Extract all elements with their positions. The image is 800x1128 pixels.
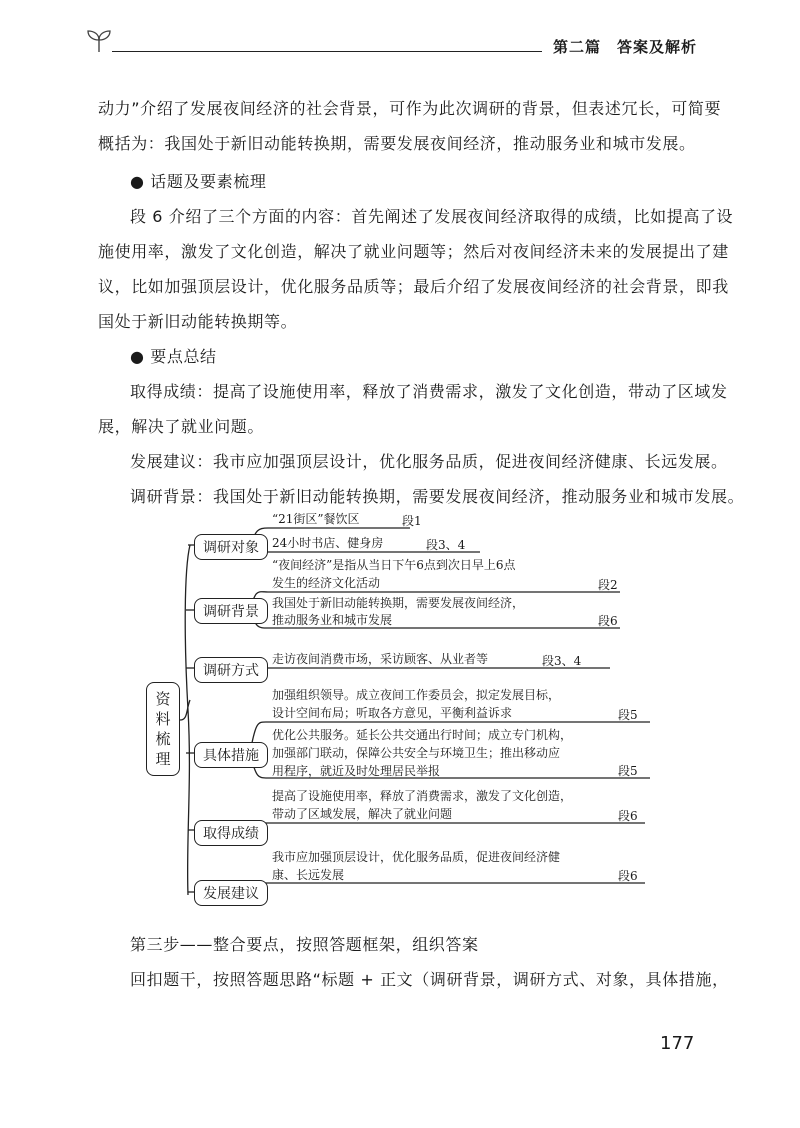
heading-key-points: ● 要点总结: [130, 347, 217, 366]
leaf-note: “21街区”餐饮区: [272, 512, 360, 526]
paragraph-line: 发展建议：我市应加强顶层设计，优化服务品质，促进夜间经济健康、长远发展。: [130, 452, 728, 471]
leaf-note: 设计空间布局；听取各方意见，平衡利益诉求: [272, 706, 513, 720]
branch-research-subject: 调研对象: [194, 534, 268, 560]
step-three-heading: 第三步——整合要点，按照答题框架，组织答案: [130, 935, 479, 954]
root-node: 资料梳理: [146, 682, 180, 776]
paragraph-line: 调研背景：我国处于新旧动能转换期，需要发展夜间经济，推动服务业和城市发展。: [130, 487, 745, 506]
leaf-ref: 段5: [618, 764, 638, 778]
leaf-ref: 段3、4: [426, 538, 466, 552]
leaf-note: 带动了区域发展，解决了就业问题: [272, 807, 453, 821]
paragraph-line: 国处于新旧动能转换期等。: [98, 312, 298, 331]
paragraph-line: 概括为：我国处于新旧动能转换期，需要发展夜间经济，推动服务业和城市发展。: [98, 134, 696, 153]
material-mind-map: [140, 510, 660, 910]
paragraph-line: 议，比如加强顶层设计，优化服务品质等；最后介绍了发展夜间经济的社会背景，即我: [98, 277, 729, 296]
leaf-note: “夜间经济”是指从当日下午6点到次日早上6点: [272, 558, 516, 572]
leaf-ref: 段6: [598, 614, 618, 628]
paragraph-line: 回扣题干，按照答题思路“标题 + 正文（调研背景，调研方式、对象，具体措施，: [130, 970, 729, 989]
leaf-ref: 段1: [402, 514, 422, 528]
branch-research-background: 调研背景: [194, 598, 268, 624]
page-number: 177: [660, 1033, 695, 1054]
heading-topic-elements: ● 话题及要素梳理: [130, 172, 267, 191]
sprout-icon: [84, 28, 114, 54]
leaf-ref: 段6: [618, 809, 638, 823]
leaf-note: 用程序，就近及时处理居民举报: [272, 764, 441, 778]
branch-specific-measures: 具体措施: [194, 742, 268, 768]
leaf-ref: 段3、4: [542, 654, 582, 668]
paragraph-line: 动力”介绍了发展夜间经济的社会背景，可作为此次调研的背景，但表述冗长，可简要: [98, 99, 722, 118]
leaf-note: 加强组织领导。成立夜间工作委员会，拟定发展目标，: [272, 688, 561, 702]
leaf-note: 发生的经济文化活动: [272, 576, 381, 590]
leaf-note: 我国处于新旧动能转换期，需要发展夜间经济，: [272, 596, 525, 610]
leaf-ref: 段5: [618, 708, 638, 722]
leaf-note: 优化公共服务。延长公共交通出行时间；成立专门机构，: [272, 728, 573, 742]
section-title: 第二篇 答案及解析: [553, 38, 698, 56]
paragraph-line: 展，解决了就业问题。: [98, 417, 265, 436]
paragraph-line: 施使用率，激发了文化创造，解决了就业问题等；然后对夜间经济未来的发展提出了建: [98, 242, 729, 261]
leaf-note: 加强部门联动，保障公共安全与环境卫生；推出移动应: [272, 746, 561, 760]
leaf-note: 推动服务业和城市发展: [272, 613, 393, 627]
header-rule: [112, 51, 542, 52]
paragraph-line: 段 6 介绍了三个方面的内容：首先阐述了发展夜间经济取得的成绩，比如提高了设: [130, 207, 734, 226]
leaf-note: 提高了设施使用率，释放了消费需求，激发了文化创造，: [272, 789, 573, 803]
leaf-note: 康、长远发展: [272, 868, 345, 882]
leaf-note: 走访夜间消费市场，采访顾客、从业者等: [272, 652, 489, 666]
branch-research-method: 调研方式: [194, 657, 268, 683]
leaf-ref: 段2: [598, 578, 618, 592]
branch-development-suggestions: 发展建议: [194, 880, 268, 906]
leaf-note: 我市应加强顶层设计，优化服务品质，促进夜间经济健: [272, 850, 561, 864]
leaf-ref: 段6: [618, 869, 638, 883]
running-header: [0, 0, 800, 70]
branch-achievements: 取得成绩: [194, 820, 268, 846]
leaf-note: 24小时书店、健身房: [272, 536, 384, 550]
paragraph-line: 取得成绩：提高了设施使用率，释放了消费需求，激发了文化创造，带动了区域发: [130, 382, 728, 401]
